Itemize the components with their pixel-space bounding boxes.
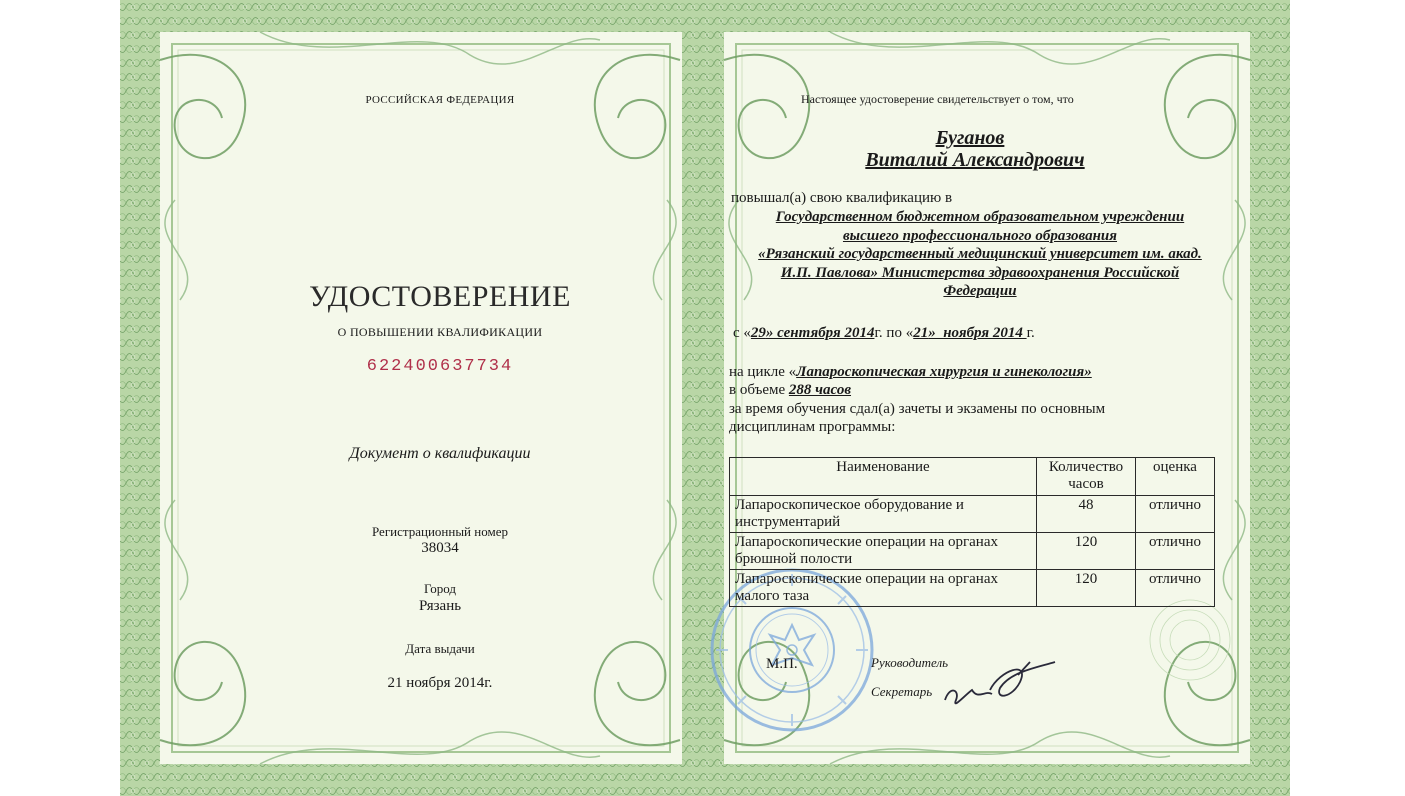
discipline-hours: 120	[1037, 570, 1136, 607]
intro-text: Настоящее удостоверение свидетельствует о том, что	[801, 92, 1074, 106]
city-value: Рязань	[418, 598, 462, 614]
institution-line: Федерации	[943, 283, 1017, 299]
exam-line-2: дисциплинам программы:	[729, 419, 896, 435]
secretary-label: Секретарь	[871, 684, 933, 699]
header-name: Наименование	[730, 458, 1037, 496]
period-middle: г. по «	[874, 325, 914, 341]
institution-line: Государственном бюджетном образовательном учреждении	[775, 209, 1185, 225]
document-type: Документ о квалификации	[349, 445, 531, 462]
qualification-text: повышал(а) свою квалификацию в	[731, 190, 953, 206]
disciplines-table	[729, 457, 1215, 607]
city-label: Город	[423, 581, 457, 596]
serial-number: 622400637734	[366, 357, 514, 376]
cycle-prefix: на цикле «	[729, 364, 797, 380]
table-row	[730, 496, 1215, 533]
volume-prefix: в объеме	[729, 382, 789, 398]
header-hours: Количество часов	[1037, 458, 1136, 496]
certificate-subtitle: О ПОВЫШЕНИИ КВАЛИФИКАЦИИ	[337, 325, 543, 339]
country-label: РОССИЙСКАЯ ФЕДЕРАЦИЯ	[365, 94, 515, 106]
discipline-name: Лапароскопическое оборудование и инструментарий	[730, 496, 1037, 533]
institution-line: высшего профессионального образования	[842, 227, 1118, 244]
holder-name: Виталий Александрович	[865, 149, 1085, 171]
issue-date: 21 ноября 2014г.	[387, 675, 493, 691]
registration-number: 38034	[421, 540, 459, 556]
table-row	[730, 533, 1215, 570]
holder-surname: Буганов	[935, 127, 1005, 149]
end-day: 21	[913, 325, 929, 341]
start-day: 29	[750, 325, 766, 341]
certificate-title: УДОСТОВЕРЕНИЕ	[309, 280, 571, 313]
table-header-row	[730, 458, 1215, 496]
discipline-name: Лапароскопические операции на органах малого таза	[730, 570, 1037, 607]
head-label: Руководитель	[871, 655, 949, 670]
period-suffix: г.	[1026, 325, 1035, 341]
issue-date-label: Дата выдачи	[405, 641, 475, 656]
start-month-year: » сентября 2014	[765, 325, 875, 341]
institution-line: «Рязанский государственный медицинский университет им. акад.	[758, 246, 1202, 262]
registration-label: Регистрационный номер	[372, 524, 508, 539]
stamp-label: М.П.	[766, 656, 798, 672]
institution-line: И.П. Павлова» Министерства здравоохранения Российской	[780, 264, 1180, 281]
period-prefix: с «	[733, 325, 751, 341]
cycle-name: Лапароскопическая хирургия и гинекология»	[796, 364, 1092, 380]
exam-line-1: за время обучения сдал(а) зачеты и экзамены по основным	[729, 401, 1106, 417]
table-row	[730, 570, 1215, 607]
discipline-name: Лапароскопические операции на органах брюшной полости	[730, 533, 1037, 570]
discipline-hours: 120	[1037, 533, 1136, 570]
discipline-hours: 48	[1037, 496, 1136, 533]
institution-block	[725, 208, 1235, 301]
study-period	[733, 325, 1213, 342]
discipline-grade: отлично	[1136, 570, 1215, 607]
cycle-line	[729, 364, 1209, 381]
end-month-year: » ноября 2014	[928, 325, 1027, 341]
header-grade: оценка	[1136, 458, 1215, 496]
volume-hours: 288 часов	[788, 382, 852, 398]
volume-line	[729, 382, 1129, 399]
discipline-grade: отлично	[1136, 533, 1215, 570]
discipline-grade: отлично	[1136, 496, 1215, 533]
